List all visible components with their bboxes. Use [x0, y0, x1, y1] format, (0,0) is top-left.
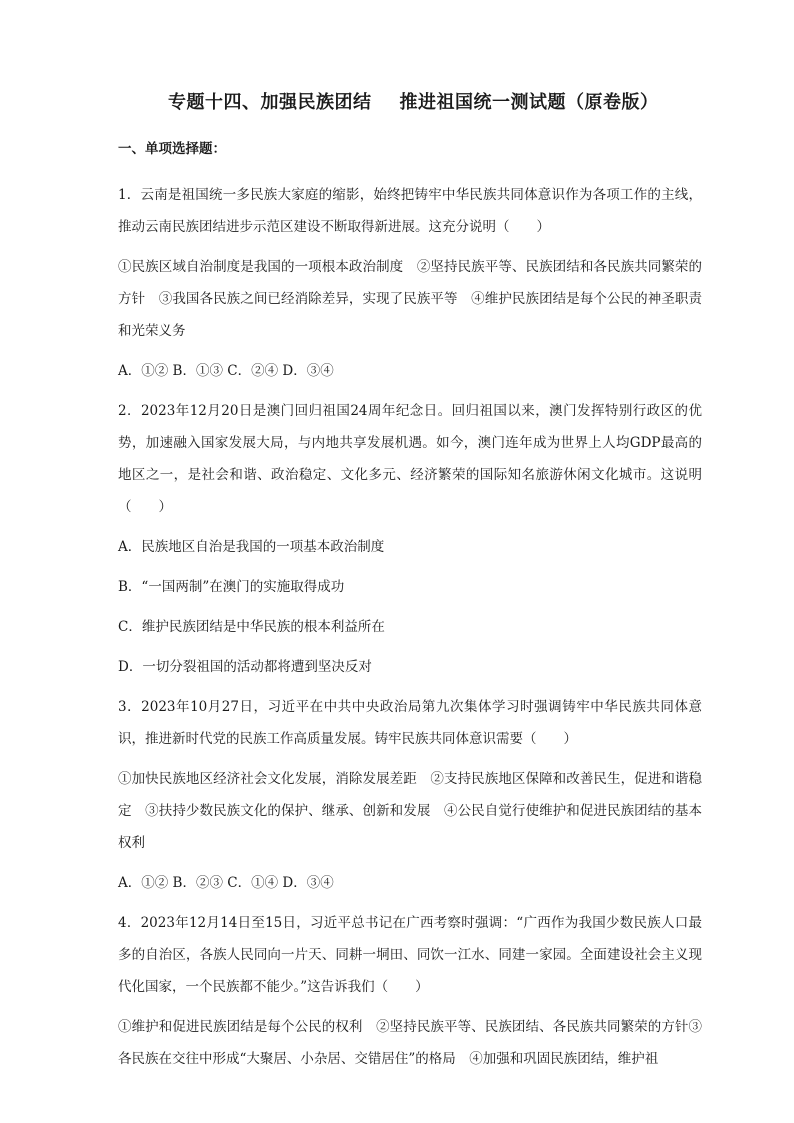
question-option-d: D．一切分裂祖国的活动都将遭到坚决反对 [118, 659, 372, 675]
question-stem: 3．2023年10月27日，习近平在中共中央政治局第九次集体学习时强调铸牢中华民族共同体意识，推进新时代党的民族工作高质量发展。铸牢民族共同体意识需要（ ） [118, 699, 702, 747]
question-option-a: A．民族地区自治是我国的一项基本政治制度 [118, 539, 385, 555]
title-part-2: 推进祖国统一测试题（原卷版） [399, 92, 659, 113]
title-part-1: 专题十四、加强民族团结 [168, 92, 372, 113]
question-choices: A．①② B．①③ C．②④ D．③④ [118, 363, 334, 379]
question-stem: 1．云南是祖国统一多民族大家庭的缩影，始终把铸牢中华民族共同体意识作为各项工作的主线，推动云南民族团结进步示范区建设不断取得新进展。这充分说明（ ） [118, 187, 702, 235]
document-title [168, 90, 702, 116]
question-1 [118, 179, 702, 387]
question-option-b: B．“一国两制”在澳门的实施取得成功 [118, 579, 345, 595]
question-3 [118, 691, 702, 899]
question-choices: A．①② B．②③ C．①④ D．③④ [118, 875, 334, 891]
question-statements: ①民族区域自治制度是我国的一项根本政治制度 ②坚持民族平等、民族团结和各民族共同繁荣的方针 ③我国各民族之间已经消除差异，实现了民族平等 ④维护民族团结是每个公民的神圣职责和光荣义务 [118, 259, 702, 339]
section-heading: 一、单项选择题： [118, 141, 226, 157]
question-statements: ①加快民族地区经济社会文化发展，消除发展差距 ②支持民族地区保障和改善民生，促进和谐稳定 ③扶持少数民族文化的保护、继承、创新和发展 ④公民自觉行使维护和促进民族团结的基本权利 [118, 771, 702, 851]
question-2 [118, 395, 702, 683]
question-statements: ①维护和促进民族团结是每个公民的权利 ②坚持民族平等、民族团结、各民族共同繁荣的方针③各民族在交往中形成“大聚居、小杂居、交错居住”的格局 ④加强和巩固民族团结，维护祖 [118, 1019, 702, 1067]
question-option-c: C．维护民族团结是中华民族的根本利益所在 [118, 619, 385, 635]
question-stem: 4．2023年12月14日至15日，习近平总书记在广西考察时强调：“广西作为我国少数民族人口最多的自治区，各族人民同向一片天、同耕一垌田、同饮一江水、同建一家园。全面建设社会主义现代化国家，一个民族都不能少。”这告诉我们（ ） [118, 915, 702, 995]
question-stem: 2．2023年12月20日是澳门回归祖国24周年纪念日。回归祖国以来，澳门发挥特别行政区的优势，加速融入国家发展大局，与内地共享发展机遇。如今，澳门连年成为世界上人均GDP最高的地区之一，是社会和谐、政治稳定、文化多元、经济繁荣的国际知名旅游休闲文化城市。这说明（ ） [118, 403, 702, 515]
question-4 [118, 907, 702, 1075]
